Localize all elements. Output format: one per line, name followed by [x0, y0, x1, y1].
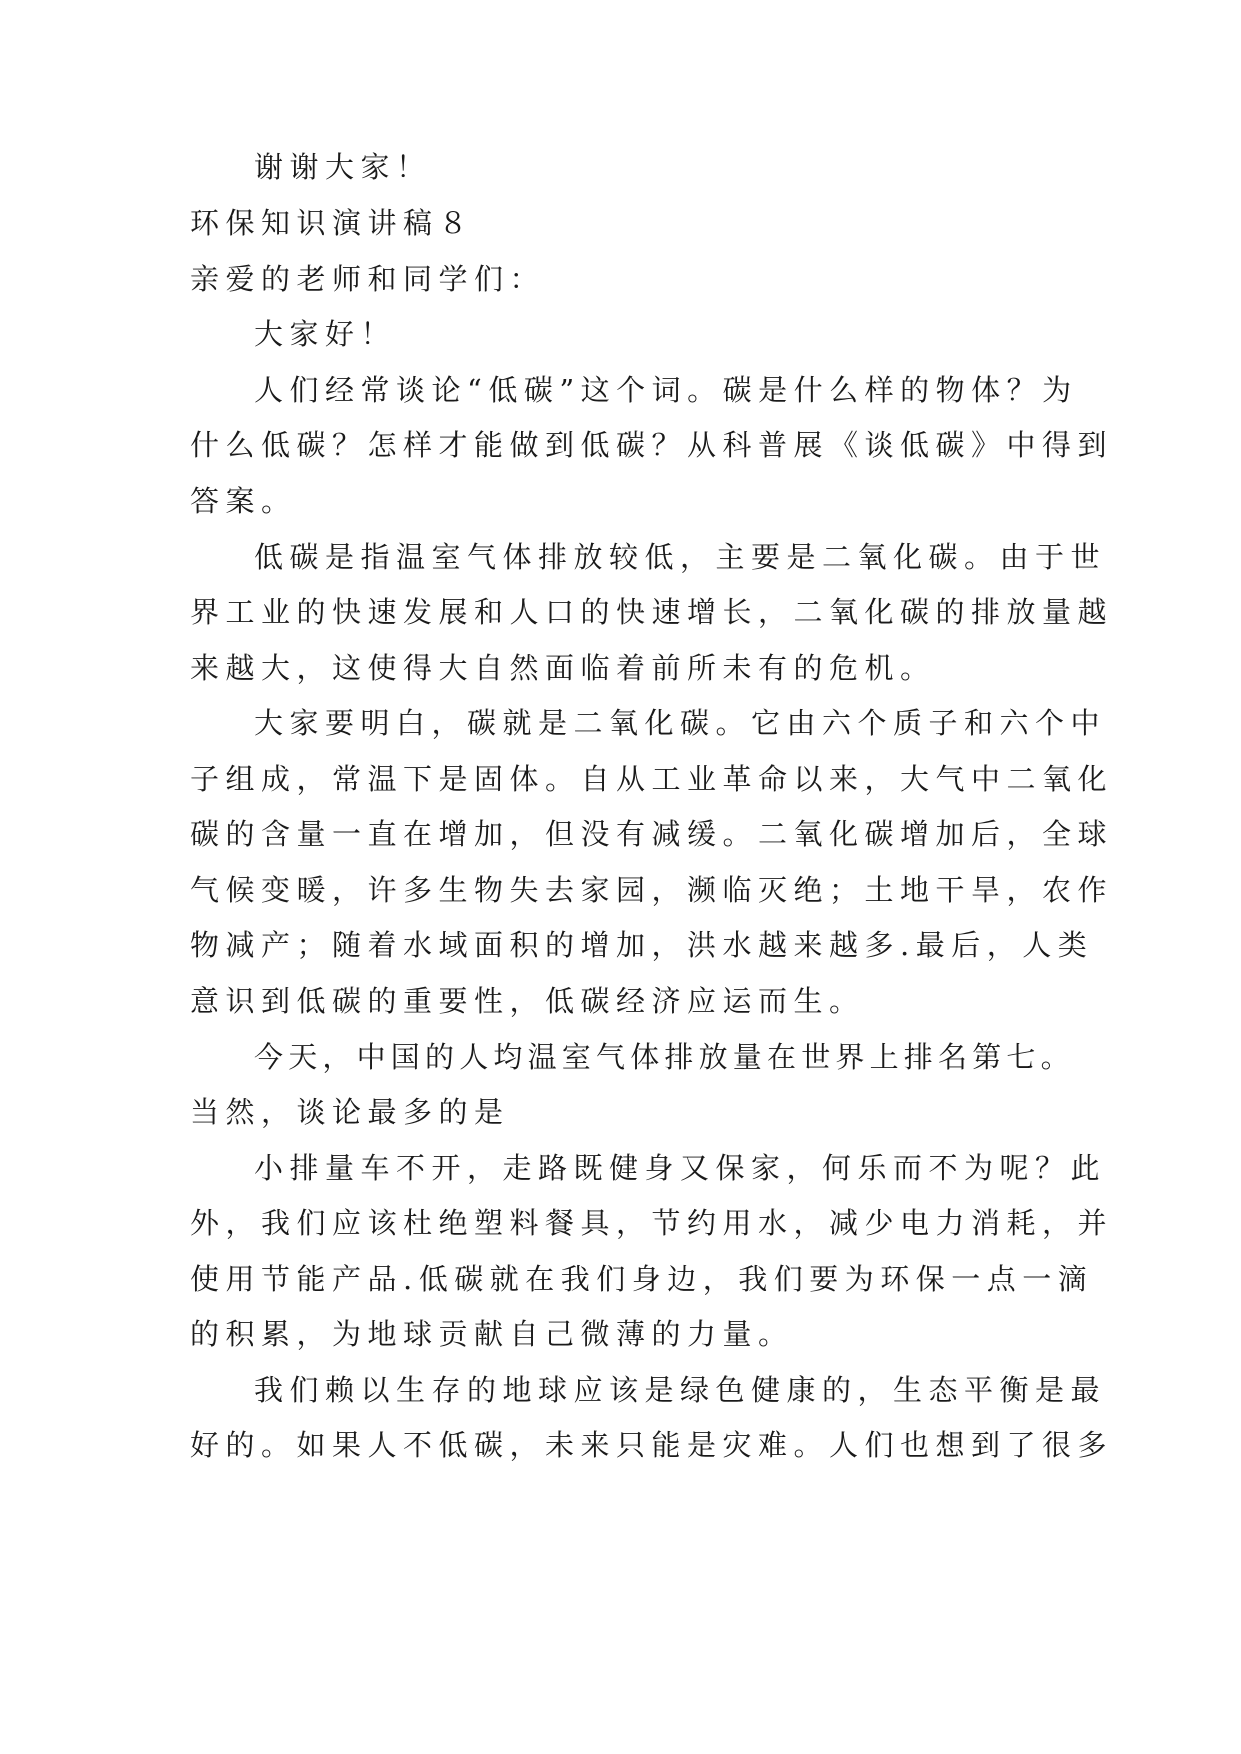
- body-text-line: 人们经常谈论“低碳”这个词。碳是什么样的物体？为: [254, 373, 1078, 407]
- body-text-line: 当然，谈论最多的是: [190, 1095, 510, 1129]
- body-text-line: 子组成，常温下是固体。自从工业革命以来，大气中二氧化: [190, 762, 1114, 796]
- body-text-line: 大家要明白，碳就是二氧化碳。它由六个质子和六个中: [254, 706, 1107, 740]
- section-heading: 环保知识演讲稿８: [190, 206, 475, 240]
- body-text-line: 碳的含量一直在增加，但没有减缓。二氧化碳增加后，全球: [190, 817, 1114, 851]
- body-text-line: 使用节能产品.低碳就在我们身边，我们要为环保一点一滴: [190, 1262, 1094, 1296]
- greeting-line: 大家好！: [254, 317, 397, 351]
- body-text-line: 好的。如果人不低碳，未来只能是灾难。人们也想到了很多: [190, 1428, 1114, 1462]
- body-text-line: 今天，中国的人均温室气体排放量在世界上排名第七。: [254, 1040, 1075, 1074]
- body-text-line: 我们赖以生存的地球应该是绿色健康的，生态平衡是最: [254, 1373, 1107, 1407]
- body-text-line: 的积累，为地球贡献自己微薄的力量。: [190, 1317, 794, 1351]
- salutation-line: 亲爱的老师和同学们：: [190, 262, 546, 296]
- body-text-line: 来越大，这使得大自然面临着前所未有的危机。: [190, 651, 936, 685]
- body-text-line: 物减产；随着水域面积的增加，洪水越来越多.最后，人类: [190, 928, 1094, 962]
- body-text-line: 气候变暖，许多生物失去家园，濒临灭绝；土地干旱，农作: [190, 873, 1114, 907]
- body-text-line: 界工业的快速发展和人口的快速增长，二氧化碳的排放量越: [190, 595, 1114, 629]
- closing-thanks-line: 谢谢大家！: [254, 150, 432, 184]
- body-text-line: 答案。: [190, 484, 297, 518]
- body-text-line: 什么低碳？怎样才能做到低碳？从科普展《谈低碳》中得到: [190, 428, 1114, 462]
- body-text-line: 低碳是指温室气体排放较低，主要是二氧化碳。由于世: [254, 540, 1107, 574]
- body-text-line: 小排量车不开，走路既健身又保家，何乐而不为呢？此: [254, 1151, 1107, 1185]
- body-text-line: 意识到低碳的重要性，低碳经济应运而生。: [190, 984, 865, 1018]
- body-text-line: 外，我们应该杜绝塑料餐具，节约用水，减少电力消耗，并: [190, 1206, 1114, 1240]
